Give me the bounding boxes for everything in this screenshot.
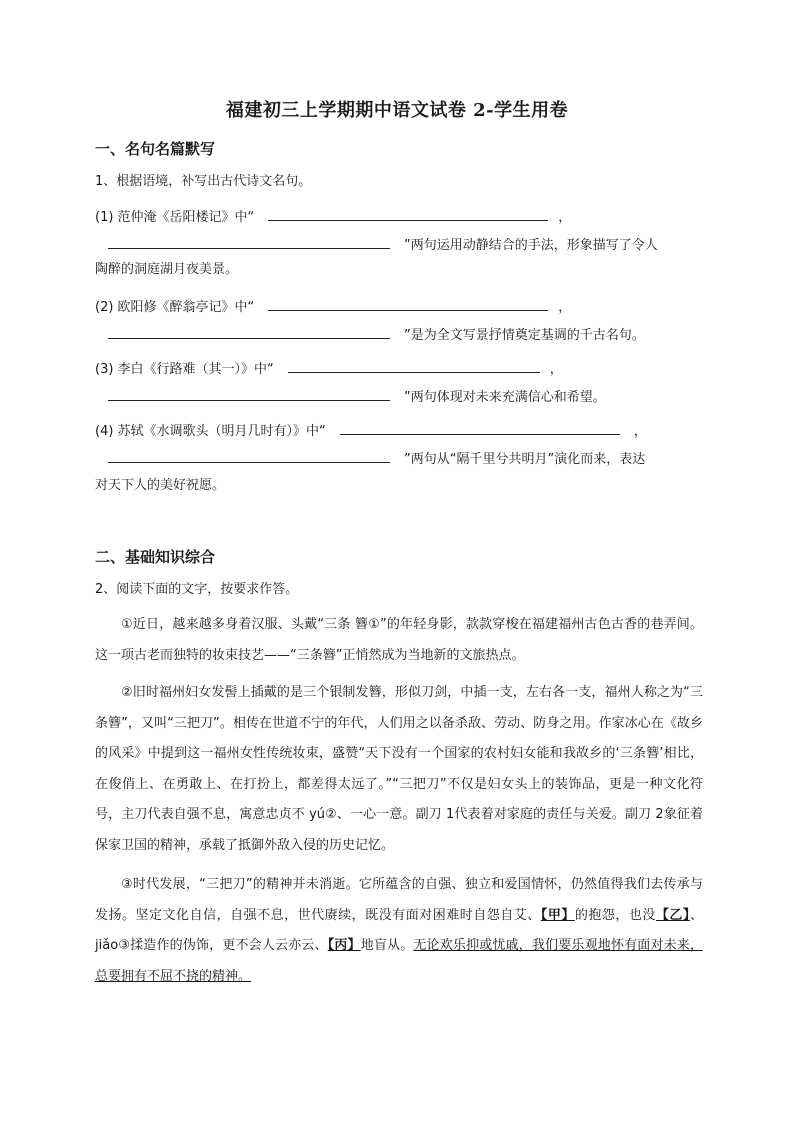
question-2-prompt: 2、阅读下面的文字，按要求作答。 [95,582,299,597]
passage-paragraph-1: ①近日，越来越多身着汉服、头戴“三条 簪①”的年轻身影，款款穿梭在福建福州古色古香的巷弄间。这一项古老而独特的妆束技艺——“三条簪”正悄然成为当地新的文旅热点。 [95,617,703,663]
section-1-heading: 一、名句名篇默写 [95,140,216,158]
item-1-line-3: 陶醉的洞庭湖月夜美景。 [95,262,239,277]
item-2-comma: ， [558,300,572,315]
item-1-comma: ， [558,210,572,225]
item-3-lead: (3) 李白《行路难（其一）》中“ [95,362,274,377]
item-2-tail: ”是为全文写景抒情奠定基调的千古名句。 [404,328,645,343]
answer-blank[interactable] [108,448,390,463]
item-2-line-1 [95,296,571,318]
item-1-lead: (1) 范仲淹《岳阳楼记》中“ [95,210,255,225]
answer-blank[interactable] [288,358,540,373]
item-2-line-2 [108,324,645,346]
item-3-line-1 [95,358,563,380]
section-2-heading: 二、基础知识综合 [95,548,216,566]
item-2-lead: (2) 欧阳修《醉翁亭记》中“ [95,300,255,315]
item-3-tail: ”两句体现对未来充满信心和希望。 [404,390,606,405]
answer-blank[interactable] [268,206,548,221]
blank-bing: 【丙】 [327,938,361,953]
passage-paragraph-2: ②旧时福州妇女发髻上插戴的是三个银制发簪，形似刀剑，中插一支，左右各一支，福州人称之为“三条簪”，又叫“三把刀”。相传在世道不宁的年代，人们用之以备杀敌、劳动、防身之用。作家冰心在《故乡的风采》中提到这一福州女性传统妆束，盛赞“天下没有一个国家的农村妇女能和我故乡的‘三条簪’相比，在俊俏上、在勇敢上、在打扮上，都差得太远了。”“三把刀”不仅是妇女头上的装饰品，更是一种文化符号，主刀代表自强不息，寓意忠贞不 yú②、一心一意。副刀 1代表着对家庭的责任与关爱。副刀 2象征着保家卫国的精神，承载了抵御外敌入侵的历史记忆。 [95,685,703,853]
passage-paragraph-3 [95,870,703,992]
answer-blank[interactable] [108,234,390,249]
answer-blank[interactable] [108,324,390,339]
page-title: 福建初三上学期期中语文试卷 2-学生用卷 [225,100,569,121]
answer-blank[interactable] [340,420,620,435]
item-4-line-3: 对天下人的美好祝愿。 [95,478,226,493]
item-3-line-2 [108,386,606,408]
blank-jia: 【甲】 [540,907,575,923]
question-1-prompt: 1、根据语境，补写出古代诗文名句。 [95,174,312,189]
item-3-comma: ， [549,362,563,377]
item-4-comma: ， [633,424,647,439]
item-1-line-1 [95,206,571,228]
item-4-tail: ”两句从“隔千里兮共明月”演化而来，表达 [404,452,646,467]
answer-blank[interactable] [108,386,390,401]
item-4-lead: (4) 苏轼《水调歌头（明月几时有）》中“ [95,424,326,439]
answer-blank[interactable] [268,296,548,311]
item-1-tail: ”两句运用动静结合的手法，形象描写了令人 [404,238,658,253]
p3-part-a: ③时代发展，“三把刀”的精神并未消逝。它所蕴含的自强、独立和爱国情怀，仍然值得我们去传承与发扬。坚定文化自信，自强不息，世代赓续，既没有面对困难时自怨自艾、 [95,877,703,923]
item-4-line-1 [95,420,647,442]
p3-part-b: 的抱怨，也没 [574,907,656,923]
item-4-line-2 [108,448,645,470]
p3-part-d: 地盲从。 [360,938,414,953]
p3-part-c: 、jiǎo③揉造作的伪饰，更不会人云亦云、 [95,907,703,953]
underlined-sentence: 无论欢乐抑或忧戚，我们要乐观地怀有面对未来，总要拥有不屈不挠的精神。 [95,938,703,984]
item-1-line-2 [108,234,658,256]
blank-yi: 【乙】 [655,907,690,923]
